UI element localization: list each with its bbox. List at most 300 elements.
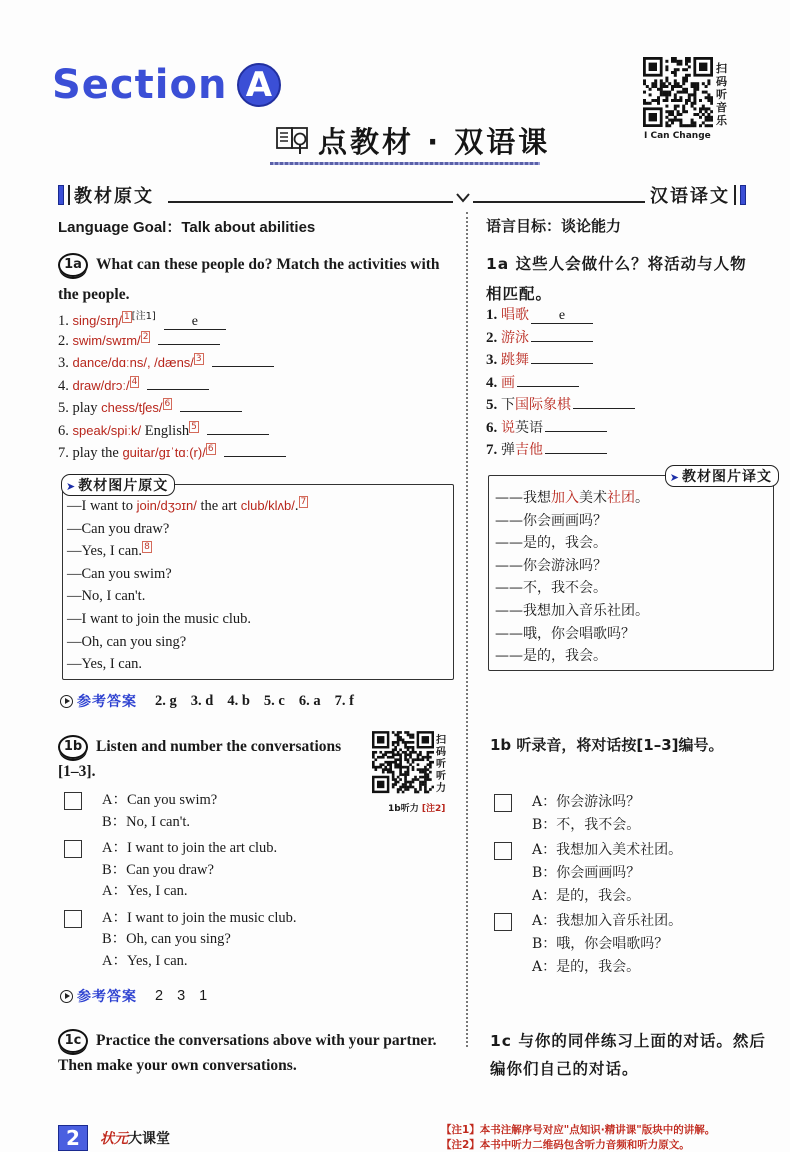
right-heading-text: 汉语译文	[650, 186, 730, 207]
qr-module	[412, 741, 415, 744]
qr-module	[412, 786, 415, 789]
conversation-line-zh: B：你会画画吗？	[532, 865, 641, 881]
qr-module	[699, 110, 702, 113]
qr-module	[407, 731, 410, 734]
answer-blank[interactable]	[545, 439, 607, 454]
qr-module	[688, 65, 691, 68]
conversation-line: B：Can you draw?	[102, 861, 214, 878]
qr-module	[404, 786, 407, 789]
qr-module	[429, 771, 432, 774]
qr-module	[397, 736, 400, 739]
left-column-heading	[58, 182, 154, 208]
line-text: ——是的，我会。	[495, 648, 607, 665]
dialogue-zh	[495, 487, 649, 668]
task-badge: 1a	[58, 253, 88, 277]
number-checkbox[interactable]	[64, 840, 82, 858]
answer-blank[interactable]	[531, 327, 593, 342]
qr-module	[424, 788, 427, 791]
qr-module	[409, 736, 412, 739]
qr-module	[389, 756, 392, 759]
qr-module	[665, 124, 668, 127]
qr-module	[419, 786, 422, 789]
qr-module	[663, 91, 666, 94]
qr-module	[382, 771, 385, 774]
qr-module	[414, 751, 417, 754]
answer-blank[interactable]: e	[164, 315, 226, 330]
qr-module	[649, 88, 652, 91]
qr-module	[699, 116, 702, 119]
qr-finder	[377, 781, 384, 788]
qr-module	[424, 766, 427, 769]
qr-module	[674, 74, 677, 77]
qr-module	[374, 766, 377, 769]
qr-module	[419, 783, 422, 786]
qr-module	[668, 110, 671, 113]
item-number: 4.	[486, 374, 501, 391]
dialogue-line	[67, 518, 308, 541]
qr-module	[392, 773, 395, 776]
conversation-line-zh: A：你会游泳吗？	[532, 794, 641, 810]
qr-module	[424, 768, 427, 771]
qr-module	[427, 753, 430, 756]
qr-module	[409, 734, 412, 737]
qr-module	[427, 758, 430, 761]
note-ref[interactable]: 4	[131, 376, 138, 387]
qr-module	[389, 751, 392, 754]
qr-module	[424, 756, 427, 759]
qr-module	[674, 85, 677, 88]
conversation-line: B：No, I can't.	[102, 813, 190, 830]
line-text: ——你会游泳吗？	[495, 557, 607, 574]
qr-module	[660, 88, 663, 91]
line-text: —I want to join the music club.	[67, 610, 252, 627]
qr-module	[412, 746, 415, 749]
qr-code-music[interactable]	[643, 57, 713, 129]
qr-module	[688, 96, 691, 99]
qr-module	[407, 741, 410, 744]
heading-rule-left	[168, 201, 453, 203]
qr-module	[682, 77, 685, 80]
qr-module	[399, 756, 402, 759]
qr-module	[402, 766, 405, 769]
answer-blank[interactable]	[207, 420, 269, 435]
conversation-line: A：I want to join the art club.	[102, 840, 278, 856]
item-number: 7.	[58, 445, 73, 461]
heading-bar-thin	[68, 185, 70, 205]
answer-value: 5. c	[263, 692, 285, 709]
line-text: —Can you draw?	[67, 520, 170, 537]
qr-module	[412, 768, 415, 771]
item-word-red: 国际象棋	[515, 397, 571, 413]
qr-module	[668, 124, 671, 127]
column-divider	[466, 212, 468, 1047]
qr-module	[379, 751, 382, 754]
qr-module	[389, 771, 392, 774]
qr-1b-note: [注2]	[421, 804, 446, 814]
qr-finder	[649, 63, 657, 71]
qr-module	[677, 63, 680, 66]
qr-module	[404, 741, 407, 744]
qr-module	[707, 107, 710, 110]
section-word: Section	[52, 62, 228, 108]
item-word: 英语	[515, 419, 543, 436]
answer-value: 4. b	[227, 692, 250, 709]
qr-module	[665, 96, 668, 99]
line-text: ——不，我不会。	[495, 580, 607, 597]
qr-module	[665, 99, 668, 102]
item-number: 1.	[58, 312, 73, 329]
line-text: 美术	[579, 490, 607, 506]
qr-module	[705, 107, 708, 110]
answer-value: 2. g	[155, 692, 177, 709]
match-item-zh	[486, 417, 607, 437]
match-item	[58, 420, 269, 440]
qr-module	[419, 776, 422, 779]
qr-module	[417, 758, 420, 761]
qr-module	[707, 124, 710, 127]
qr-module	[394, 746, 397, 749]
qr-module	[685, 91, 688, 94]
note-ref[interactable]: 5	[191, 421, 197, 432]
left-heading-text: 教材原文	[74, 186, 154, 207]
match-item	[58, 307, 226, 330]
qr-module	[419, 771, 422, 774]
qr-module	[688, 60, 691, 63]
qr-module	[688, 93, 691, 96]
vocab-word: club/klʌb/	[240, 498, 295, 513]
qr-module	[651, 99, 654, 102]
qr-module	[422, 783, 425, 786]
conversation-line-zh: B：哦，你会唱歌吗？	[532, 936, 669, 952]
answer-blank[interactable]	[212, 352, 274, 367]
qr-module	[394, 753, 397, 756]
qr-module	[432, 761, 434, 764]
qr-module	[414, 791, 417, 794]
qr-module	[414, 788, 417, 791]
item-word-red: 游泳	[501, 329, 529, 346]
qr-module	[392, 744, 395, 747]
line-text: ——我想	[495, 490, 551, 506]
match-item-zh	[486, 327, 593, 347]
conversation-line-zh: B：不，我不会。	[532, 817, 641, 833]
qr-module	[702, 121, 705, 124]
qr-1b-caption	[388, 801, 445, 814]
match-item	[58, 330, 220, 350]
qr-module	[682, 68, 685, 71]
match-item-zh	[486, 372, 579, 392]
qr-module	[422, 768, 425, 771]
qr-module	[392, 786, 395, 789]
qr-code-listening[interactable]	[372, 731, 434, 795]
qr-module	[674, 82, 677, 85]
note-ref[interactable]: 3	[195, 354, 202, 365]
qr-module	[397, 788, 400, 791]
qr-module	[417, 778, 420, 781]
qr-module	[660, 85, 663, 88]
qr-module	[429, 763, 432, 766]
qr-module	[691, 124, 694, 127]
vocab-word: join/dʒɔɪn/	[136, 498, 197, 513]
qr-module	[705, 124, 708, 127]
answer-values	[155, 988, 221, 1004]
item-word-red: 画	[501, 374, 515, 391]
qr-module	[397, 741, 400, 744]
qr-module	[429, 756, 432, 759]
qr-module	[707, 96, 710, 99]
qr-module	[407, 746, 410, 749]
qr-module	[392, 753, 395, 756]
qr-module	[397, 791, 400, 794]
dialogue	[67, 495, 308, 676]
task-badge: 1c	[58, 1029, 88, 1053]
qr-module	[372, 763, 375, 766]
qr-module	[422, 758, 425, 761]
answer-blank[interactable]	[531, 349, 593, 364]
brand-logo	[100, 1128, 170, 1148]
dialogue-line	[67, 608, 308, 631]
answer-key-1a	[60, 691, 368, 711]
qr-module	[646, 85, 649, 88]
qr-module	[402, 741, 405, 744]
qr-module	[685, 57, 688, 60]
line-text: —Yes, I can.	[67, 543, 143, 560]
qr-module	[693, 93, 696, 96]
qr-module	[404, 766, 407, 769]
qr-module	[685, 88, 688, 91]
qr-module	[677, 60, 680, 63]
number-checkbox[interactable]	[64, 910, 82, 928]
line-text: ——是的，我会。	[495, 535, 607, 552]
qr-module	[409, 783, 412, 786]
qr-module	[710, 124, 713, 127]
qr-module	[399, 788, 402, 791]
answer-blank[interactable]	[158, 330, 220, 345]
qr-module	[397, 758, 400, 761]
qr-module	[407, 771, 410, 774]
match-item-zh	[486, 394, 635, 414]
answer-blank[interactable]	[224, 442, 286, 457]
qr-module	[705, 85, 708, 88]
qr-module	[402, 786, 405, 789]
qr-module	[677, 99, 680, 102]
qr-module	[654, 85, 657, 88]
qr-module	[384, 766, 387, 769]
note-ref[interactable]: 2	[142, 331, 149, 342]
qr-module	[674, 105, 677, 108]
qr-module	[427, 778, 430, 781]
qr-module	[663, 85, 666, 88]
note-ref[interactable]: 6	[207, 444, 214, 455]
qr-module	[693, 85, 696, 88]
qr-module	[399, 736, 402, 739]
item-word-red: 唱歌	[501, 307, 529, 323]
qr-module	[663, 99, 666, 102]
line-text: —I want to	[67, 498, 137, 514]
number-checkbox[interactable]	[494, 842, 512, 860]
qr-module	[682, 79, 685, 82]
qr-module	[424, 771, 427, 774]
qr-module	[397, 744, 400, 747]
qr-module	[429, 751, 432, 754]
qr-module	[654, 82, 657, 85]
number-checkbox[interactable]	[494, 794, 512, 812]
qr-module	[409, 786, 412, 789]
qr-module	[402, 791, 405, 794]
qr-module	[387, 768, 390, 771]
dialogue-line	[67, 495, 308, 518]
qr-module	[685, 124, 688, 127]
answer-value: 1	[199, 988, 208, 1004]
qr-module	[407, 773, 410, 776]
item-word: chess/tʃes/	[101, 400, 163, 415]
dialogue-line-zh	[495, 487, 649, 510]
qr-module	[392, 756, 395, 759]
qr-module	[409, 741, 412, 744]
qr-module	[397, 734, 400, 737]
qr-module	[397, 753, 400, 756]
item-suffix: English	[141, 422, 190, 439]
qr-module	[665, 93, 668, 96]
qr-module	[674, 116, 677, 119]
qr-module	[665, 68, 668, 71]
task-1a-zh-line2: 相匹配。	[486, 285, 553, 303]
qr-module	[397, 766, 400, 769]
qr-module	[404, 783, 407, 786]
banner-title: 点教材 · 双语课	[318, 125, 551, 159]
qr-module	[412, 766, 415, 769]
qr-module	[671, 57, 674, 60]
qr-module	[693, 107, 696, 110]
note-ref[interactable]: 1	[123, 312, 130, 322]
play-circle-icon	[60, 695, 73, 708]
qr-module	[424, 781, 427, 784]
qr-module	[693, 99, 696, 102]
qr-module	[374, 758, 377, 761]
qr-module	[417, 763, 420, 766]
qr-module	[389, 768, 392, 771]
qr-module	[372, 756, 375, 759]
qr-module	[422, 756, 425, 759]
qr-module	[394, 748, 397, 751]
answer-blank[interactable]	[517, 372, 579, 387]
qr-module	[677, 105, 680, 108]
qr-module	[407, 753, 410, 756]
qr-module	[668, 113, 671, 116]
qr-module	[394, 766, 397, 769]
answer-blank[interactable]: e	[531, 309, 593, 324]
qr-module	[412, 781, 415, 784]
qr-1b-caption-text: 1b听力	[388, 804, 419, 814]
qr-module	[649, 102, 652, 105]
qr-module	[710, 99, 713, 102]
qr-module	[674, 71, 677, 74]
qr-module	[679, 121, 682, 124]
qr-module	[384, 753, 387, 756]
dialogue-line-zh	[495, 510, 649, 533]
note-ref[interactable]: 6	[164, 399, 171, 410]
qr-module	[705, 91, 708, 94]
item-number: 7.	[486, 442, 501, 458]
qr-module	[665, 60, 668, 63]
answer-label: 参考答案	[77, 694, 137, 710]
qr-module	[419, 751, 422, 754]
answer-blank[interactable]	[545, 417, 607, 432]
conversation-line-zh: A：是的，我会。	[532, 959, 641, 975]
qr-module	[387, 756, 390, 759]
qr-module	[693, 96, 696, 99]
qr-module	[685, 68, 688, 71]
qr-module	[377, 766, 380, 769]
qr-module	[419, 788, 422, 791]
dialogue-line-zh	[495, 623, 649, 646]
qr-module	[671, 99, 674, 102]
qr-module	[432, 786, 434, 789]
item-word: guitar/ɡɪˈtɑː(r)/	[122, 445, 206, 460]
task-1b-instructions	[58, 734, 341, 760]
conversation-line: A：Yes, I can.	[102, 883, 188, 899]
qr-finder	[422, 736, 429, 743]
qr-module	[671, 121, 674, 124]
answer-blank[interactable]	[573, 394, 635, 409]
note-ref-label[interactable]: [注1]	[131, 311, 156, 322]
qr-module	[665, 65, 668, 68]
number-checkbox[interactable]	[64, 792, 82, 810]
qr-module	[674, 99, 677, 102]
qr-module	[646, 102, 649, 105]
note-ref[interactable]: 7	[300, 497, 307, 508]
qr-module	[674, 60, 677, 63]
banner-underline	[270, 162, 540, 165]
conversation-line: B：Oh, can you sing?	[102, 931, 231, 947]
conversation-line-zh: A：我想加入音乐社团。	[532, 913, 683, 929]
qr-module	[404, 744, 407, 747]
conversation-line: A：Can you swim?	[102, 792, 218, 808]
qr-module	[404, 773, 407, 776]
item-number: 2.	[58, 332, 73, 349]
task-1b-text-line1: Listen and number the conversations	[96, 738, 342, 755]
task-1a-text: What can these people do? Match the activities with the people.	[58, 256, 440, 303]
qr-module	[387, 761, 390, 764]
qr-module	[679, 63, 682, 66]
item-number: 6.	[58, 422, 73, 439]
heading-bar-thin	[734, 185, 736, 205]
item-word-red: 说	[501, 419, 515, 436]
qr-module	[397, 739, 400, 742]
qr-module	[688, 74, 691, 77]
qr-finder	[699, 63, 707, 71]
qr-module	[702, 113, 705, 116]
line-text: —Oh, can you sing?	[67, 633, 187, 650]
qr-module	[414, 758, 417, 761]
qr-module	[674, 93, 677, 96]
qr-module	[414, 778, 417, 781]
qr-module	[654, 99, 657, 102]
number-checkbox[interactable]	[494, 913, 512, 931]
item-word: sing/sɪŋ/	[72, 312, 122, 328]
qr-module	[674, 68, 677, 71]
qr-module	[399, 739, 402, 742]
qr-module	[392, 771, 395, 774]
qr-module	[424, 786, 427, 789]
qr-module	[382, 753, 385, 756]
task-1c-line1	[58, 1028, 437, 1054]
answer-blank[interactable]	[180, 397, 242, 412]
qr-module	[379, 756, 382, 759]
note-ref[interactable]: 8	[144, 542, 150, 553]
answer-blank[interactable]	[147, 375, 209, 390]
qr-module	[372, 751, 375, 754]
qr-module	[409, 781, 412, 784]
